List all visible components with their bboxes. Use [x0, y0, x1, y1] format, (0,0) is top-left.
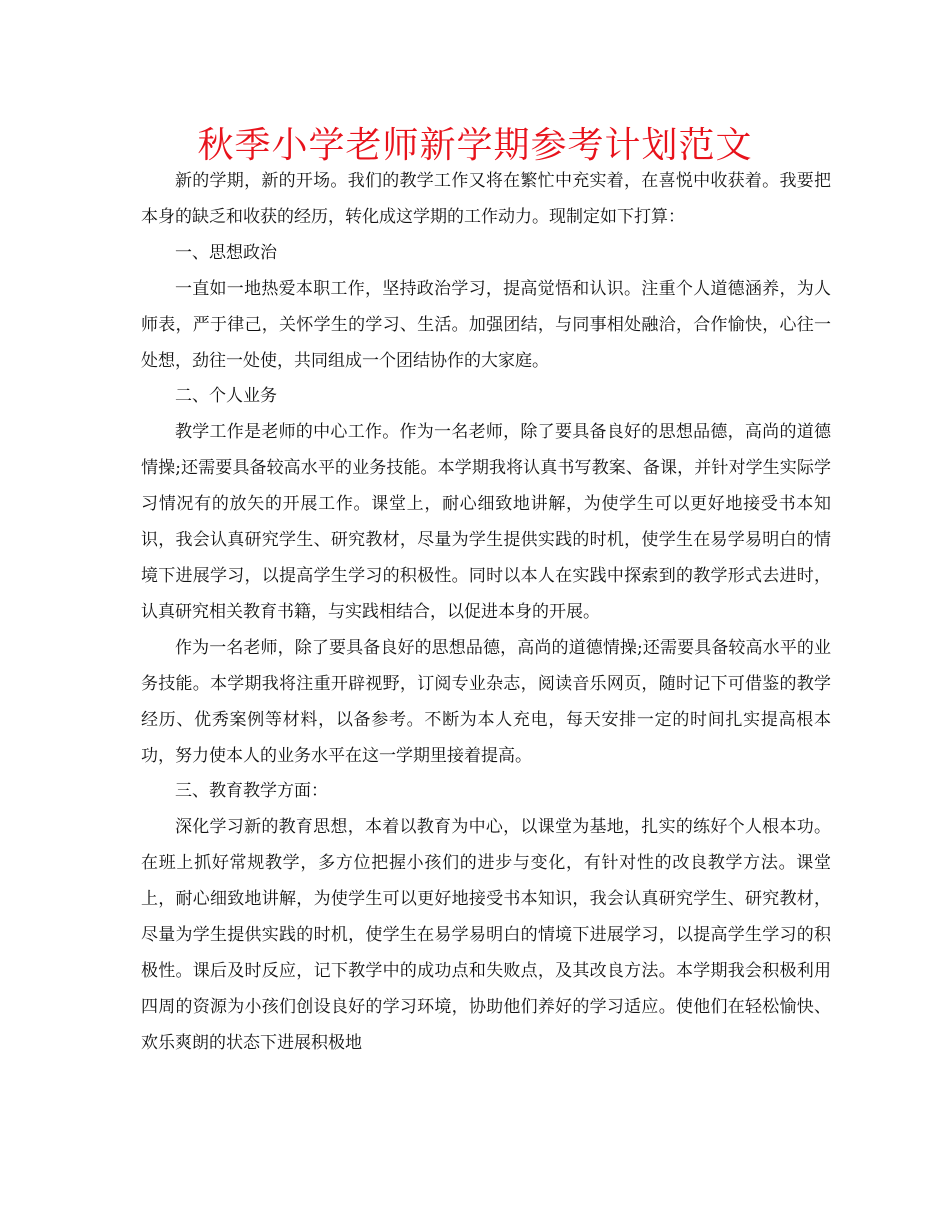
section-heading-politics: 一、思想政治: [175, 242, 277, 263]
section-heading-professional: 二、个人业务: [175, 386, 277, 407]
document-title: 秋季小学老师新学期参考计划范文: [197, 125, 753, 166]
document-body: [141, 164, 831, 1062]
paragraph-teaching: 深化学习新的教育思想，本着以教育为中心，以课堂为基地，扎实的练好个人根本功。在班上抓好常规教学，多方位把握小孩们的进步与变化，有针对性的改良教学方法。课堂上，耐心细致地讲解，为使学生可以更好地接受书本知识，我会认真研究学生、研究教材，尽量为学生提供实践的时机，使学生在易学易明白的情境下进展学习，以提高学生学习的积极性。课后及时反应，记下教学中的成功点和失败点，及其改良方法。本学期我会积极利用四周的资源为小孩们创设良好的学习环境，协助他们养好的学习适应。使他们在轻松愉快、欢乐爽朗的状态下进展积极地: [141, 817, 831, 1053]
paragraph-politics: 一直如一地热爱本职工作，坚持政治学习，提高觉悟和认识。注重个人道德涵养，为人师表，严于律己，关怀学生的学习、生活。加强团结，与同事相处融洽，合作愉快，心往一处想，劲往一处使，共同组成一个团结协作的大家庭。: [141, 278, 831, 371]
section-heading-teaching: 三、教育教学方面：: [175, 781, 328, 802]
paragraph-professional-1: 教学工作是老师的中心工作。作为一名老师，除了要具备良好的思想品德，高尚的道德情操;还需要具备较高水平的业务技能。本学期我将认真书写教案、备课，并针对学生实际学习情况有的放矢的开展工作。课堂上，耐心细致地讲解，为使学生可以更好地接受书本知识，我会认真研究学生、研究教材，尽量为学生提供实践的时机，使学生在易学易明白的情境下进展学习，以提高学生学习的积极性。同时以本人在实践中探索到的教学形式去进时，认真研究相关教育书籍，与实践相结合，以促进本身的开展。: [141, 422, 831, 622]
paragraph-professional-2: 作为一名老师，除了要具备良好的思想品德，高尚的道德情操;还需要具备较高水平的业务技能。本学期我将注重开辟视野，订阅专业杂志，阅读音乐网页，随时记下可借鉴的教学经历、优秀案例等材料，以备参考。不断为本人充电，每天安排一定的时间扎实提高根本功，努力使本人的业务水平在这一学期里接着提高。: [141, 637, 831, 766]
paragraph-intro: 新的学期，新的开场。我们的教学工作又将在繁忙中充实着，在喜悦中收获着。我要把本身的缺乏和收获的经历，转化成这学期的工作动力。现制定如下打算：: [141, 171, 831, 227]
